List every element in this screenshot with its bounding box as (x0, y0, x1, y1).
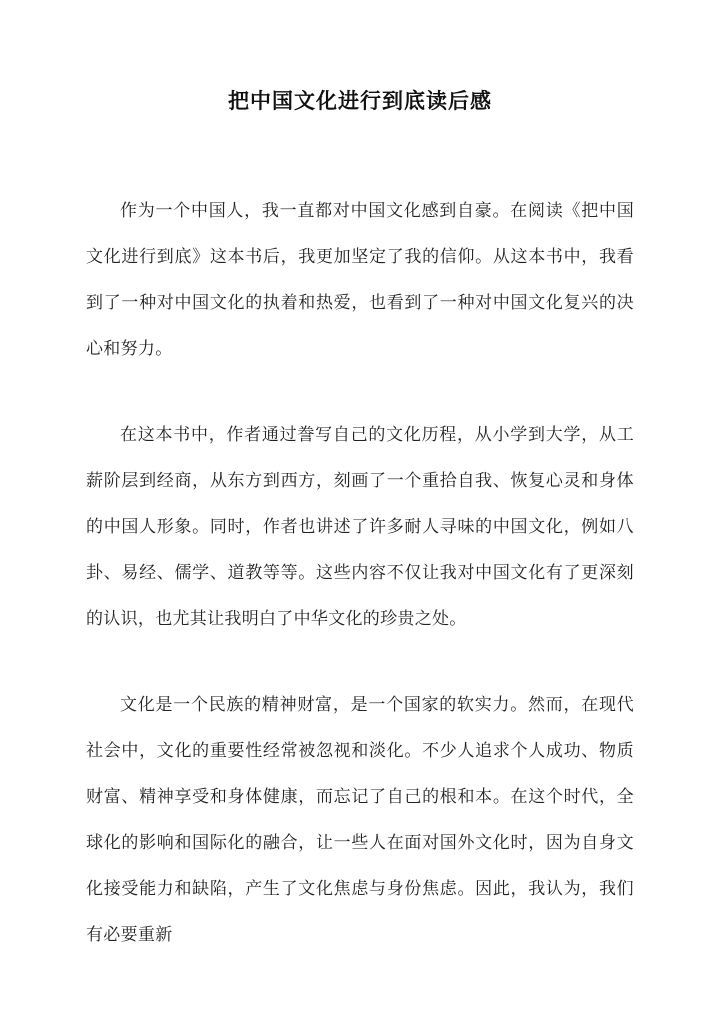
paragraph-3: 文化是一个民族的精神财富，是一个国家的软实力。然而，在现代社会中，文化的重要性经常被忽视和淡化。不少人追求个人成功、物质财富、精神享受和身体健康，而忘记了自己的根和本。在这个时代，全球化的影响和国际化的融合，让一些人在面对国外文化时，因为自身文化接受能力和缺陷，产生了文化焦虑与身份焦虑。因此，我认为，我们有必要重新 (86, 695, 634, 945)
paragraph-1: 作为一个中国人，我一直都对中国文化感到自豪。在阅读《把中国文化进行到底》这本书后，我更加坚定了我的信仰。从这本书中，我看到了一种对中国文化的执着和热爱，也看到了一种对中国文化复兴的决心和努力。 (86, 201, 634, 359)
document-title: 把中国文化进行到底读后感 (228, 88, 492, 113)
paragraph-2: 在这本书中，作者通过誊写自己的文化历程，从小学到大学，从工薪阶层到经商，从东方到西方，刻画了一个重拾自我、恢复心灵和身体的中国人形象。同时，作者也讲述了许多耐人寻味的中国文化，例如八卦、易经、儒学、道教等等。这些内容不仅让我对中国文化有了更深刻的认识，也尤其让我明白了中华文化的珍贵之处。 (86, 425, 634, 629)
